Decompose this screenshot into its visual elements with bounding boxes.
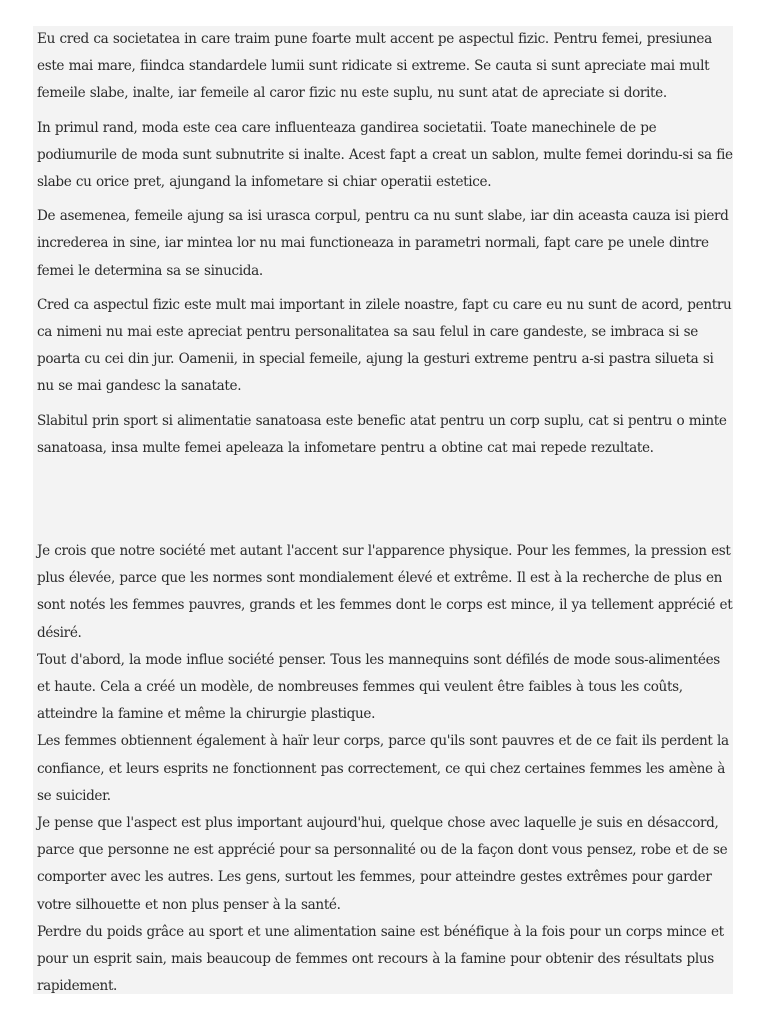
romanian-text-section	[37, 26, 733, 469]
romanian-paragraph: In primul rand, moda este cea care influenteaza gandirea societatii. Toate manechinele de pe podiumurile de moda sunt subnutrite si inalte. Acest fapt a creat un sablon, multe femei dorindu-si sa fie slabe cu orice pret, ajungand la infometare si chiar operatii estetice.	[37, 119, 733, 191]
romanian-paragraph: De asemenea, femeile ajung sa isi urasca corpul, pentru ca nu sunt slabe, iar din aceasta cauza isi pierd increderea in sine, iar mintea lor nu mai functioneaza in parametri normali, fapt care pe unele dintre femei le determina sa se sinucida.	[37, 208, 729, 279]
french-paragraph: Les femmes obtiennent également à haïr leur corps, parce qu'ils sont pauvres et de ce fait ils perdent la confiance, et leurs esprits ne fonctionnent pas correctement, ce qui chez certaines femmes les amène à se suicider.	[37, 733, 729, 804]
french-text-section	[37, 538, 733, 1000]
document-page	[33, 26, 733, 994]
romanian-paragraph: Eu cred ca societatea in care traim pune foarte mult accent pe aspectul fizic. Pentru femei, presiunea este mai mare, fiindca standardele lumii sunt ridicate si extreme. Se cauta si sunt apreciate mai mult femeile slabe, inalte, iar femeile al caror fizic nu este suplu, nu sunt atat de apreciate si dorite.	[37, 31, 712, 102]
french-paragraph: Je crois que notre société met autant l'accent sur l'apparence physique. Pour les femmes, la pression est plus élevée, parce que les normes sont mondialement élevé et extrême. Il est à la recherche de plus en sont notés les femmes pauvres, grands et les femmes dont le corps est mince, il ya tellement apprécié et désiré.	[37, 543, 733, 641]
romanian-paragraph: Cred ca aspectul fizic este mult mai important in zilele noastre, fapt cu care eu nu sunt de acord, pentru ca nimeni nu mai este apreciat pentru personalitatea sa sau felul in care gandeste, se imbraca si se poarta cu cei din jur. Oamenii, in special femeile, ajung la gesturi extreme pentru a-si pastra silueta si nu se mai gandesc la sanatate.	[37, 296, 732, 395]
french-paragraph: Perdre du poids grâce au sport et une alimentation saine est bénéfique à la fois pour un corps mince et pour un esprit sain, mais beaucoup de femmes ont recours à la famine pour obtenir des résultats plus rapidement.	[37, 923, 724, 995]
french-paragraph: Tout d'abord, la mode influe société penser. Tous les mannequins sont défilés de mode sous-alimentées et haute. Cela a créé un modèle, de nombreuses femmes qui veulent être faibles à tous les coûts, atteindre la famine et même la chirurgie plastique.	[37, 651, 720, 723]
romanian-paragraph: Slabitul prin sport si alimentatie sanatoasa este benefic atat pentru un corp suplu, cat si pentru o minte sanatoasa, insa multe femei apeleaza la infometare pentru a obtine cat mai repede rezultate.	[37, 412, 727, 456]
french-paragraph: Je pense que l'aspect est plus important aujourd'hui, quelque chose avec laquelle je suis en désaccord, parce que personne ne est apprécié pour sa personnalité ou de la façon dont vous pensez, robe et de se comporter avec les autres. Les gens, surtout les femmes, pour atteindre gestes extrêmes pour garder votre silhouette et non plus penser à la santé.	[37, 815, 728, 913]
